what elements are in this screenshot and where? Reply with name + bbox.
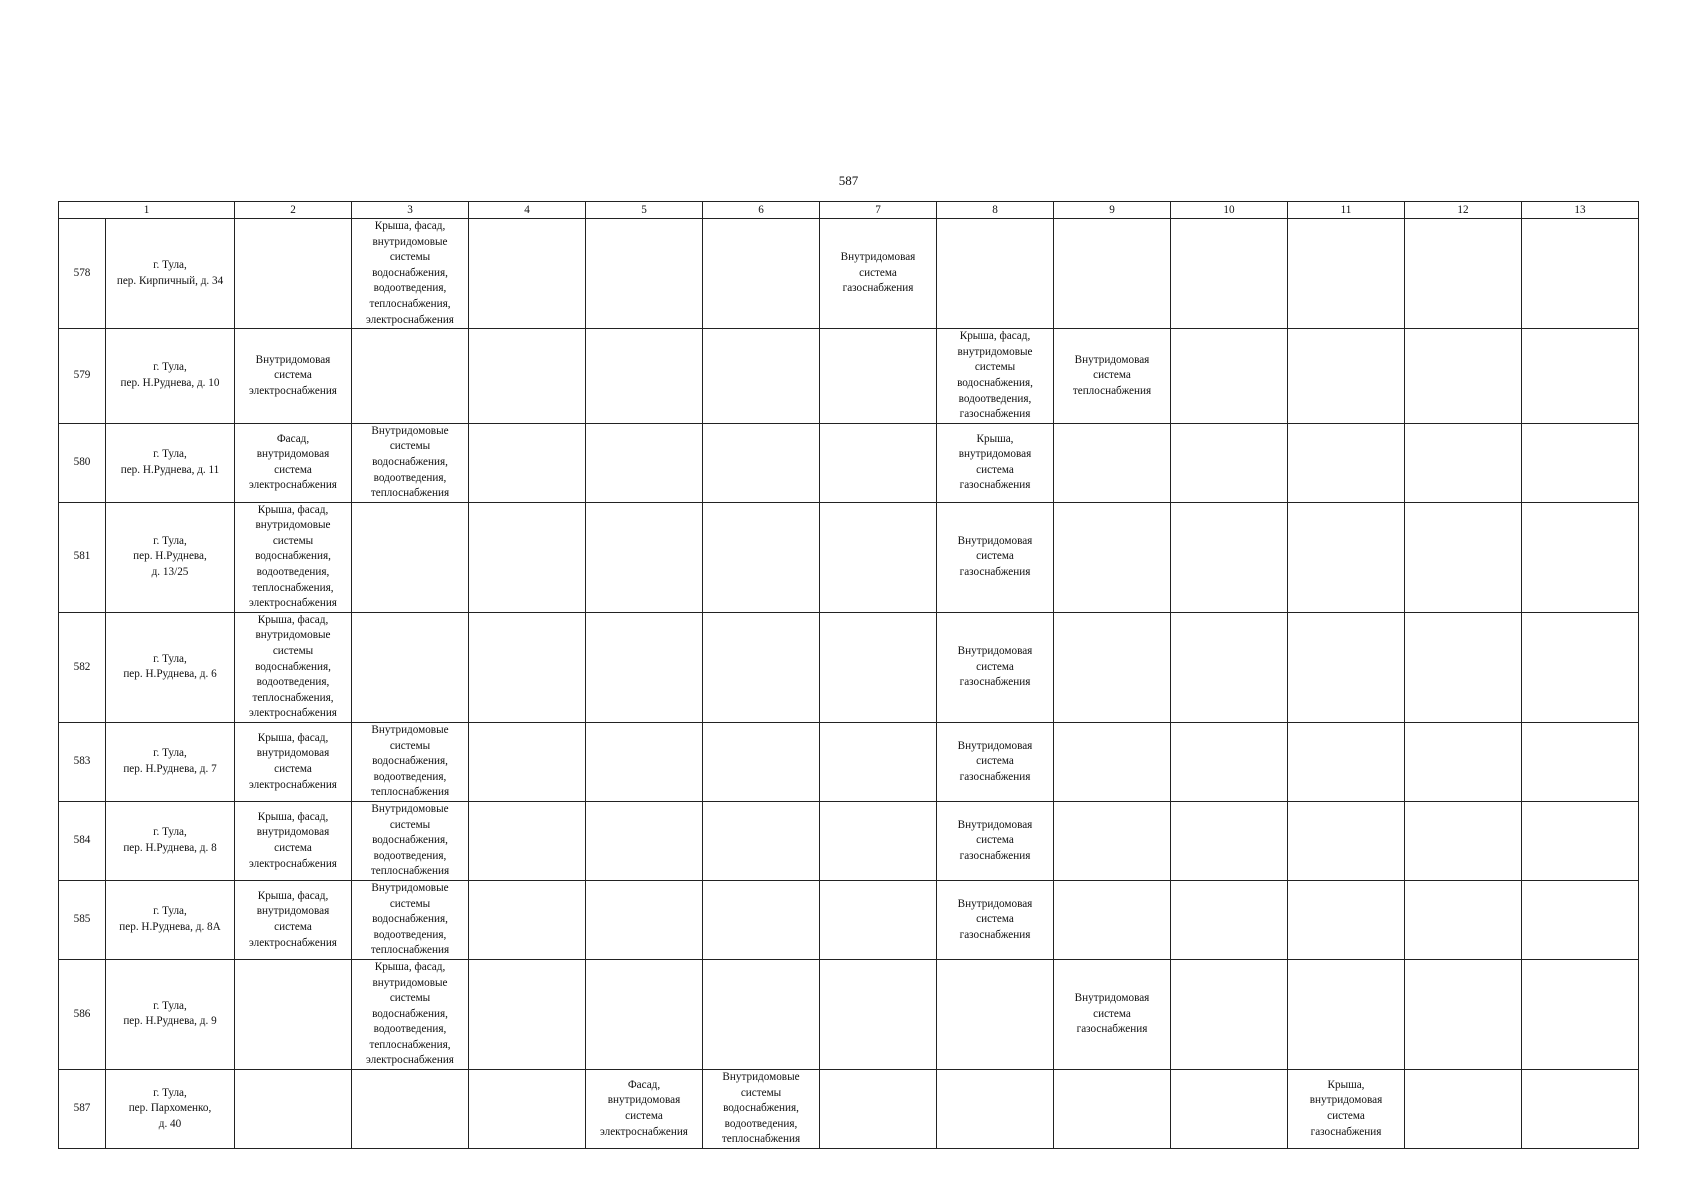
work-text: Внутридомовые системы водоснабжения, водоотведения, теплоснабжения	[370, 881, 450, 957]
work-cell-col-10	[1171, 1070, 1288, 1149]
work-cell-col-5	[586, 723, 703, 802]
work-text: Крыша, фасад, внутридомовая система электроснабжения	[249, 810, 337, 870]
address-text: г. Тула, пер. Н.Руднева, д. 8А	[119, 905, 221, 933]
work-cell-col-10	[1171, 423, 1288, 502]
work-cell-col-6	[703, 502, 820, 612]
work-cell-col-5	[586, 502, 703, 612]
row-number: 579	[59, 329, 106, 424]
work-cell-col-9	[1054, 219, 1171, 329]
work-text: Внутридомовая система теплоснабжения	[1072, 353, 1152, 397]
work-cell-col-2	[235, 219, 352, 329]
work-cell-col-6	[703, 423, 820, 502]
column-header-3: 3	[352, 202, 469, 219]
column-header-11: 11	[1288, 202, 1405, 219]
address-text: г. Тула, пер. Н.Руднева, д. 9	[123, 999, 217, 1028]
work-cell-col-9	[1054, 502, 1171, 612]
table-row	[59, 880, 1639, 959]
work-cell-col-10	[1171, 880, 1288, 959]
address-cell	[106, 502, 235, 612]
work-cell-col-7	[820, 801, 937, 880]
work-cell-col-3	[352, 502, 469, 612]
work-cell-col-3	[352, 880, 469, 959]
work-text: Крыша, внутридомовая система газоснабжения	[958, 432, 1032, 492]
work-cell-col-3	[352, 723, 469, 802]
work-cell-col-10	[1171, 723, 1288, 802]
work-cell-col-11	[1288, 959, 1405, 1069]
column-header-9: 9	[1054, 202, 1171, 219]
work-cell-col-11	[1288, 219, 1405, 329]
work-text: Внутридомовая система газоснабжения	[957, 818, 1033, 862]
address-text: г. Тула, пер. Н.Руднева, д. 7	[123, 747, 217, 775]
work-text: Внутридомовая система газоснабжения	[840, 251, 916, 295]
column-header-6: 6	[703, 202, 820, 219]
work-cell-col-8	[937, 502, 1054, 612]
address-text: г. Тула, пер. Н.Руднева, д. 13/25	[133, 534, 207, 579]
table-body	[59, 202, 1639, 1149]
work-cell-col-9	[1054, 959, 1171, 1069]
address-cell	[106, 612, 235, 722]
work-cell-col-11	[1288, 1070, 1405, 1149]
row-number: 578	[59, 219, 106, 329]
work-cell-col-8	[937, 880, 1054, 959]
work-cell-col-13	[1522, 329, 1639, 424]
table-row	[59, 959, 1639, 1069]
work-text: Крыша, внутридомовая система газоснабжения	[1309, 1078, 1383, 1138]
work-cell-col-9	[1054, 723, 1171, 802]
address-cell	[106, 801, 235, 880]
work-cell-col-2	[235, 612, 352, 722]
work-text: Внутридомовые системы водоснабжения, водоотведения, теплоснабжения	[721, 1071, 801, 1146]
work-text: Внутридомовая система электроснабжения	[249, 353, 337, 397]
column-header-2: 2	[235, 202, 352, 219]
work-cell-col-2	[235, 959, 352, 1069]
work-cell-col-11	[1288, 723, 1405, 802]
address-cell	[106, 723, 235, 802]
work-cell-col-12	[1405, 502, 1522, 612]
address-cell	[106, 959, 235, 1069]
work-cell-col-8	[937, 959, 1054, 1069]
column-header-10: 10	[1171, 202, 1288, 219]
work-cell-col-4	[469, 612, 586, 722]
column-header-8: 8	[937, 202, 1054, 219]
work-cell-col-6	[703, 612, 820, 722]
table-row	[59, 723, 1639, 802]
address-text: г. Тула, пер. Пархоменко, д. 40	[128, 1086, 212, 1130]
work-cell-col-9	[1054, 880, 1171, 959]
work-text: Внутридомовая система газоснабжения	[957, 897, 1033, 941]
work-cell-col-6	[703, 801, 820, 880]
work-text: Внутридомовые системы водоснабжения, водоотведения, теплоснабжения	[370, 424, 450, 500]
work-cell-col-8	[937, 423, 1054, 502]
work-cell-col-8	[937, 612, 1054, 722]
work-cell-col-2	[235, 423, 352, 502]
work-cell-col-7	[820, 1070, 937, 1149]
table-row	[59, 1070, 1639, 1149]
work-cell-col-4	[469, 423, 586, 502]
work-cell-col-3	[352, 612, 469, 722]
page-number: 587	[838, 173, 859, 188]
address-cell	[106, 880, 235, 959]
work-cell-col-5	[586, 219, 703, 329]
work-cell-col-3	[352, 801, 469, 880]
work-cell-col-11	[1288, 880, 1405, 959]
work-cell-col-3	[352, 959, 469, 1069]
row-number: 586	[59, 959, 106, 1069]
row-number: 584	[59, 801, 106, 880]
row-number: 583	[59, 723, 106, 802]
work-text: Крыша, фасад, внутридомовая система электроснабжения	[249, 889, 337, 949]
work-cell-col-9	[1054, 423, 1171, 502]
work-text: Внутридомовая система газоснабжения	[1074, 992, 1150, 1036]
work-cell-col-10	[1171, 329, 1288, 424]
work-cell-col-9	[1054, 1070, 1171, 1149]
work-cell-col-7	[820, 880, 937, 959]
work-cell-col-13	[1522, 612, 1639, 722]
work-cell-col-8	[937, 1070, 1054, 1149]
address-text: г. Тула, пер. Н.Руднева, д. 10	[120, 361, 220, 389]
work-cell-col-5	[586, 959, 703, 1069]
row-number: 581	[59, 502, 106, 612]
work-cell-col-5	[586, 423, 703, 502]
work-text: Крыша, фасад, внутридомовые системы водоснабжения, водоотведения, теплоснабжения, электроснабжения	[366, 960, 454, 1067]
work-cell-col-5	[586, 801, 703, 880]
work-text: Крыша, фасад, внутридомовые системы водоснабжения, водоотведения, газоснабжения	[957, 330, 1033, 421]
work-cell-col-7	[820, 329, 937, 424]
work-cell-col-2	[235, 723, 352, 802]
work-cell-col-3	[352, 423, 469, 502]
work-cell-col-10	[1171, 219, 1288, 329]
column-number-row	[59, 202, 1639, 219]
work-cell-col-7	[820, 612, 937, 722]
work-cell-col-7	[820, 502, 937, 612]
work-cell-col-5	[586, 880, 703, 959]
work-cell-col-8	[937, 801, 1054, 880]
work-cell-col-9	[1054, 801, 1171, 880]
work-cell-col-2	[235, 801, 352, 880]
address-cell	[106, 329, 235, 424]
work-text: Крыша, фасад, внутридомовые системы водоснабжения, водоотведения, теплоснабжения, электроснабжения	[249, 613, 337, 720]
table-row	[59, 329, 1639, 424]
work-cell-col-2	[235, 329, 352, 424]
work-cell-col-5	[586, 1070, 703, 1149]
work-cell-col-5	[586, 329, 703, 424]
work-cell-col-13	[1522, 723, 1639, 802]
work-cell-col-7	[820, 959, 937, 1069]
address-cell	[106, 219, 235, 329]
table-row	[59, 219, 1639, 329]
work-cell-col-4	[469, 801, 586, 880]
work-cell-col-12	[1405, 423, 1522, 502]
work-cell-col-12	[1405, 801, 1522, 880]
work-cell-col-7	[820, 423, 937, 502]
work-cell-col-8	[937, 219, 1054, 329]
work-cell-col-7	[820, 723, 937, 802]
work-text: Крыша, фасад, внутридомовая система электроснабжения	[249, 731, 337, 791]
work-text: Внутридомовые системы водоснабжения, водоотведения, теплоснабжения	[370, 802, 450, 878]
work-cell-col-3	[352, 1070, 469, 1149]
work-cell-col-13	[1522, 1070, 1639, 1149]
table-row	[59, 502, 1639, 612]
address-cell	[106, 423, 235, 502]
work-cell-col-11	[1288, 801, 1405, 880]
address-text: г. Тула, пер. Н.Руднева, д. 11	[120, 448, 220, 476]
work-cell-col-4	[469, 959, 586, 1069]
work-cell-col-4	[469, 219, 586, 329]
work-cell-col-13	[1522, 502, 1639, 612]
work-text: Крыша, фасад, внутридомовые системы водоснабжения, водоотведения, теплоснабжения, электроснабжения	[249, 503, 337, 610]
work-cell-col-5	[586, 612, 703, 722]
work-cell-col-9	[1054, 329, 1171, 424]
repair-schedule-table	[58, 201, 1639, 1149]
column-header-4: 4	[469, 202, 586, 219]
work-cell-col-8	[937, 723, 1054, 802]
address-cell	[106, 1070, 235, 1149]
work-cell-col-6	[703, 723, 820, 802]
column-header-5: 5	[586, 202, 703, 219]
work-cell-col-4	[469, 880, 586, 959]
row-number: 585	[59, 880, 106, 959]
work-cell-col-6	[703, 329, 820, 424]
column-header-12: 12	[1405, 202, 1522, 219]
work-cell-col-7	[820, 219, 937, 329]
work-cell-col-6	[703, 880, 820, 959]
row-number: 587	[59, 1070, 106, 1149]
work-cell-col-12	[1405, 880, 1522, 959]
work-cell-col-2	[235, 880, 352, 959]
work-cell-col-13	[1522, 423, 1639, 502]
work-cell-col-12	[1405, 723, 1522, 802]
work-cell-col-11	[1288, 612, 1405, 722]
row-number: 582	[59, 612, 106, 722]
work-cell-col-13	[1522, 880, 1639, 959]
address-text: г. Тула, пер. Н.Руднева, д. 8	[123, 826, 217, 854]
work-cell-col-2	[235, 502, 352, 612]
work-text: Внутридомовая система газоснабжения	[957, 534, 1033, 579]
work-cell-col-6	[703, 1070, 820, 1149]
work-cell-col-4	[469, 329, 586, 424]
work-text: Фасад, внутридомовая система электроснабжения	[249, 432, 337, 492]
work-cell-col-10	[1171, 612, 1288, 722]
work-cell-col-6	[703, 219, 820, 329]
column-header-13: 13	[1522, 202, 1639, 219]
work-cell-col-12	[1405, 959, 1522, 1069]
work-text: Фасад, внутридомовая система электроснабжения	[600, 1078, 688, 1138]
work-cell-col-11	[1288, 502, 1405, 612]
row-number: 580	[59, 423, 106, 502]
work-cell-col-10	[1171, 801, 1288, 880]
work-text: Внутридомовая система газоснабжения	[957, 739, 1033, 783]
work-cell-col-13	[1522, 219, 1639, 329]
column-header-7: 7	[820, 202, 937, 219]
table-row	[59, 612, 1639, 722]
work-cell-col-12	[1405, 329, 1522, 424]
work-cell-col-12	[1405, 219, 1522, 329]
work-cell-col-11	[1288, 423, 1405, 502]
work-cell-col-4	[469, 1070, 586, 1149]
table-row	[59, 423, 1639, 502]
work-cell-col-3	[352, 219, 469, 329]
work-cell-col-11	[1288, 329, 1405, 424]
work-cell-col-6	[703, 959, 820, 1069]
address-text: г. Тула, пер. Кирпичный, д. 34	[116, 258, 224, 287]
work-cell-col-10	[1171, 502, 1288, 612]
work-cell-col-8	[937, 329, 1054, 424]
work-cell-col-13	[1522, 959, 1639, 1069]
work-cell-col-3	[352, 329, 469, 424]
table-row	[59, 801, 1639, 880]
work-cell-col-12	[1405, 612, 1522, 722]
work-text: Внутридомовые системы водоснабжения, водоотведения, теплоснабжения	[370, 724, 450, 799]
work-text: Внутридомовая система газоснабжения	[957, 645, 1033, 689]
work-cell-col-4	[469, 502, 586, 612]
column-header-1: 1	[59, 202, 235, 219]
work-cell-col-9	[1054, 612, 1171, 722]
work-cell-col-4	[469, 723, 586, 802]
work-cell-col-12	[1405, 1070, 1522, 1149]
work-text: Крыша, фасад, внутридомовые системы водоснабжения, водоотведения, теплоснабжения, электроснабжения	[366, 220, 454, 326]
work-cell-col-10	[1171, 959, 1288, 1069]
work-cell-col-13	[1522, 801, 1639, 880]
address-text: г. Тула, пер. Н.Руднева, д. 6	[123, 652, 217, 681]
work-cell-col-2	[235, 1070, 352, 1149]
